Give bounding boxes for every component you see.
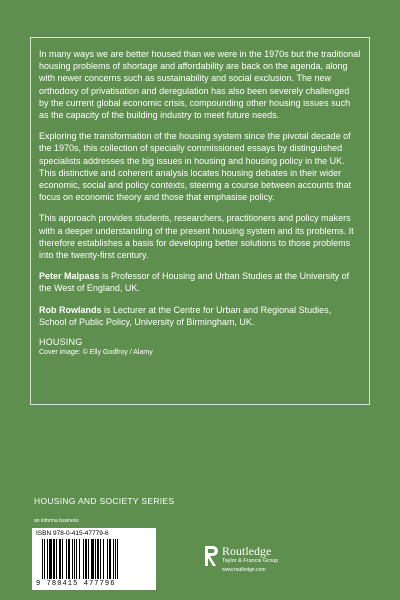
author-bio-text: is Lecturer at the Centre for Urban and Regional Studies, School of Public Policy, University of Birmingham, UK. <box>39 304 332 327</box>
barcode-bars <box>42 539 152 579</box>
cover-credit: Cover image: © Elly Godfroy / Alamy <box>39 349 153 357</box>
blurb-paragraph-1: In many ways we are better housed than we were in the 1970s but the traditional housing problems of shortage and affordability are back on the agenda, along with newer concerns such as sustainability and social exclusion. The new orthodoxy of privatisation and deregulation has also been severely challenged by the current global economic crisis, compounding other housing issues such as the capacity of the building industry to meet future needs. <box>39 49 361 121</box>
author-name: Rob Rowlands <box>39 304 102 315</box>
series-title: HOUSING AND SOCIETY SERIES <box>34 496 175 506</box>
isbn-text: ISBN 978-0-415-47779-6 <box>36 530 109 537</box>
subject-label: HOUSING <box>39 337 83 348</box>
blurb-frame <box>30 37 370 405</box>
blurb-paragraph-3: This approach provides students, researchers, practitioners and policy makers with a deeper understanding of the present housing system and its problems. It therefore establishes a basis for developing better solutions to those problems into the twenty-first century. <box>39 213 354 261</box>
author-bio-2 <box>39 304 361 328</box>
author-bio-text: is Professor of Housing and Urban Studies at the University of the West of England, UK. <box>39 271 350 294</box>
publisher-logo <box>204 545 278 574</box>
publisher-url: www.routledge.com <box>222 567 266 573</box>
author-bio-1 <box>39 270 361 294</box>
blurb-paragraph-2: Exploring the transformation of the housing system since the pivotal decade of the 1970s, this collection of specially commissioned essays by distinguished specialists addresses the big issues in housing and housing policy in the UK. This distinctive and coherent analysis locates housing debates in their wider economic, social and policy contexts, steering a course between accounts that focus on economic theory and those that emphasise policy. <box>39 131 352 203</box>
barcode-bar <box>117 539 118 579</box>
publisher-name: Routledge <box>222 544 272 558</box>
routledge-logo-icon <box>204 545 218 567</box>
barcode <box>32 528 156 590</box>
author-name: Peter Malpass <box>39 271 100 282</box>
informa-note: an informa business <box>34 518 79 524</box>
barcode-digits: 9 780415 477796 <box>36 580 116 588</box>
publisher-group: Taylor & Francis Group <box>222 558 279 564</box>
